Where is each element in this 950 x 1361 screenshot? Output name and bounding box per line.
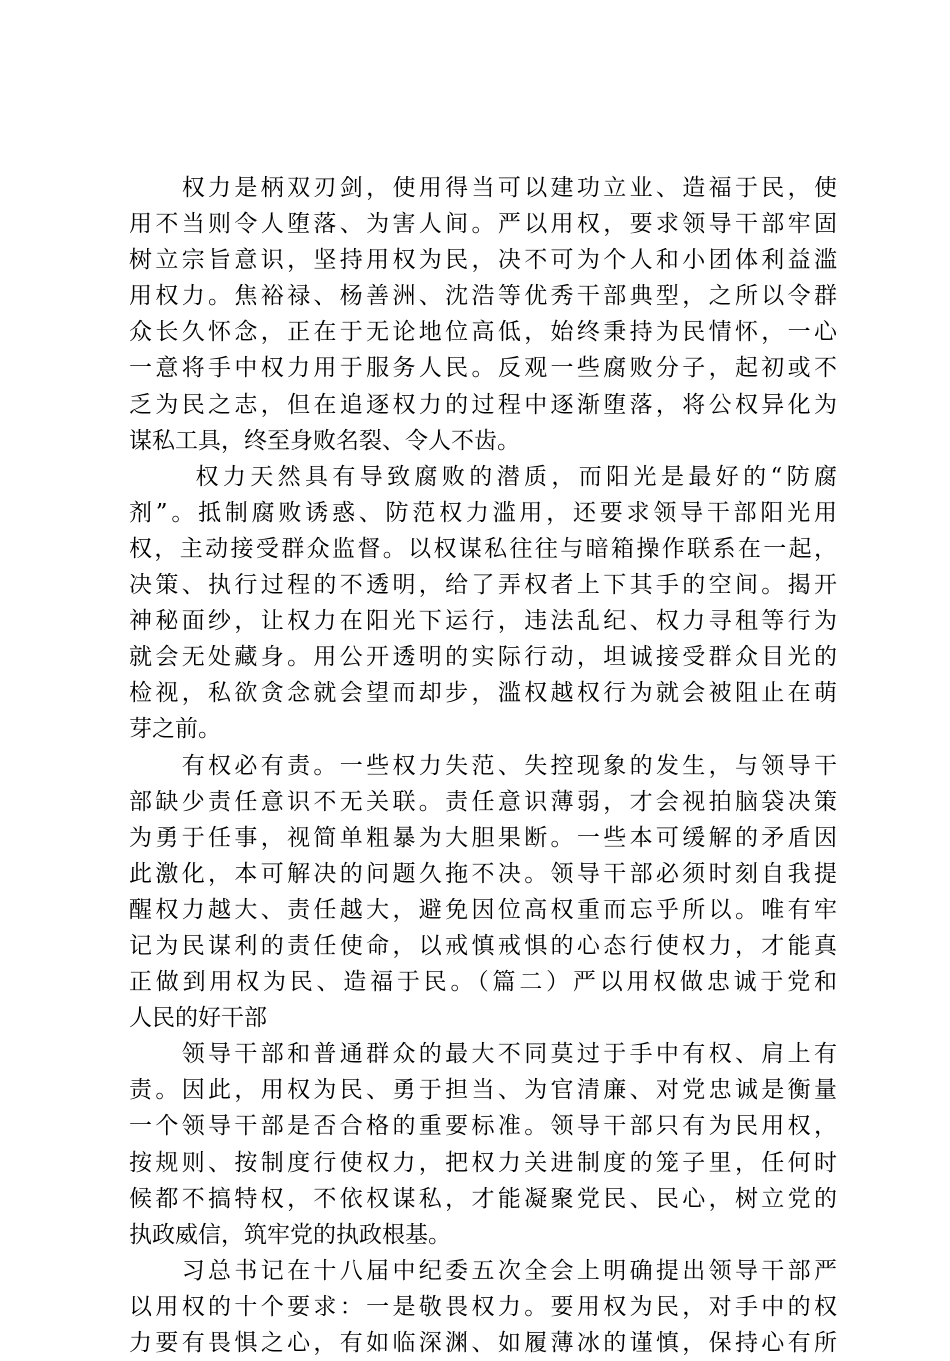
text-line: 有权必有责。一些权力失范、失控现象的发生，与领导干 [129,752,837,779]
text-line: 乏为民之志，但在追逐权力的过程中逐渐堕落，将公权异化为 [129,391,837,418]
text-line: 记为民谋利的责任使命，以戒慎戒惧的心态行使权力，才能真 [129,932,837,959]
text-line: 责。因此，用权为民、勇于担当、为官清廉、对党忠诚是衡量 [129,1077,837,1104]
text-line: 执政威信，筑牢党的执政根基。 [129,1221,451,1248]
text-line: 树立宗旨意识，坚持用权为民，决不可为个人和小团体利益滥 [129,247,837,274]
paragraph [129,459,837,748]
paragraph [129,748,837,1037]
text-line: 用权力。焦裕禄、杨善洲、沈浩等优秀干部典型，之所以令群 [129,283,837,310]
text-line: 权力是柄双刃剑，使用得当可以建功立业、造福于民，使 [129,175,837,201]
text-line: 权，主动接受群众监督。以权谋私往往与暗箱操作联系在一起， [129,535,837,562]
text-line: 谋私工具，终至身败名裂、令人不齿。 [129,427,520,454]
text-line: 决策、执行过程的不透明，给了弄权者上下其手的空间。揭开 [129,572,837,599]
paragraph [129,1253,837,1361]
text-line: 正做到用权为民、造福于民。（篇二）严以用权做忠诚于党和 [129,969,837,996]
text-line: 力要有畏惧之心，有如临深渊、如履薄冰的谨慎，保持心有所 [129,1330,837,1356]
document-body [129,170,837,1361]
text-line: 剂”。抵制腐败诱惑、防范权力滥用，还要求领导干部阳光用 [129,499,837,526]
text-line: 芽之前。 [129,716,221,743]
text-line: 人民的好干部 [129,1005,267,1032]
text-line: 习总书记在十八届中纪委五次全会上明确提出领导干部严 [129,1257,837,1284]
text-line: 神秘面纱，让权力在阳光下运行，违法乱纪、权力寻租等行为 [129,608,837,635]
text-line: 为勇于任事，视简单粗暴为大胆果断。一些本可缓解的矛盾因 [129,824,837,851]
paragraph [129,170,837,459]
text-line: 一个领导干部是否合格的重要标准。领导干部只有为民用权， [129,1113,837,1140]
text-line: 领导干部和普通群众的最大不同莫过于手中有权、肩上有 [129,1041,837,1068]
text-line: 就会无处藏身。用公开透明的实际行动，坦诚接受群众目光的 [129,644,837,671]
text-line: 权力天然具有导致腐败的潜质，而阳光是最好的“防腐 [129,463,837,490]
text-line: 用不当则令人堕落、为害人间。严以用权，要求领导干部牢固 [129,211,837,238]
paragraph [129,1036,837,1253]
text-line: 按规则、按制度行使权力，把权力关进制度的笼子里，任何时 [129,1149,837,1176]
text-line: 部缺少责任意识不无关联。责任意识薄弱，才会视拍脑袋决策 [129,788,837,815]
text-line: 众长久怀念，正在于无论地位高低，始终秉持为民情怀，一心 [129,319,837,346]
text-line: 此激化，本可解决的问题久拖不决。领导干部必须时刻自我提 [129,860,837,887]
text-line: 一意将手中权力用于服务人民。反观一些腐败分子，起初或不 [129,355,837,382]
text-line: 检视，私欲贪念就会望而却步，滥权越权行为就会被阻止在萌 [129,680,837,707]
text-line: 以用权的十个要求：一是敬畏权力。要用权为民，对手中的权 [129,1293,837,1320]
text-line: 醒权力越大、责任越大，避免因位高权重而忘乎所以。唯有牢 [129,896,837,923]
text-line: 候都不搞特权，不依权谋私，才能凝聚党民、民心，树立党的 [129,1185,837,1212]
